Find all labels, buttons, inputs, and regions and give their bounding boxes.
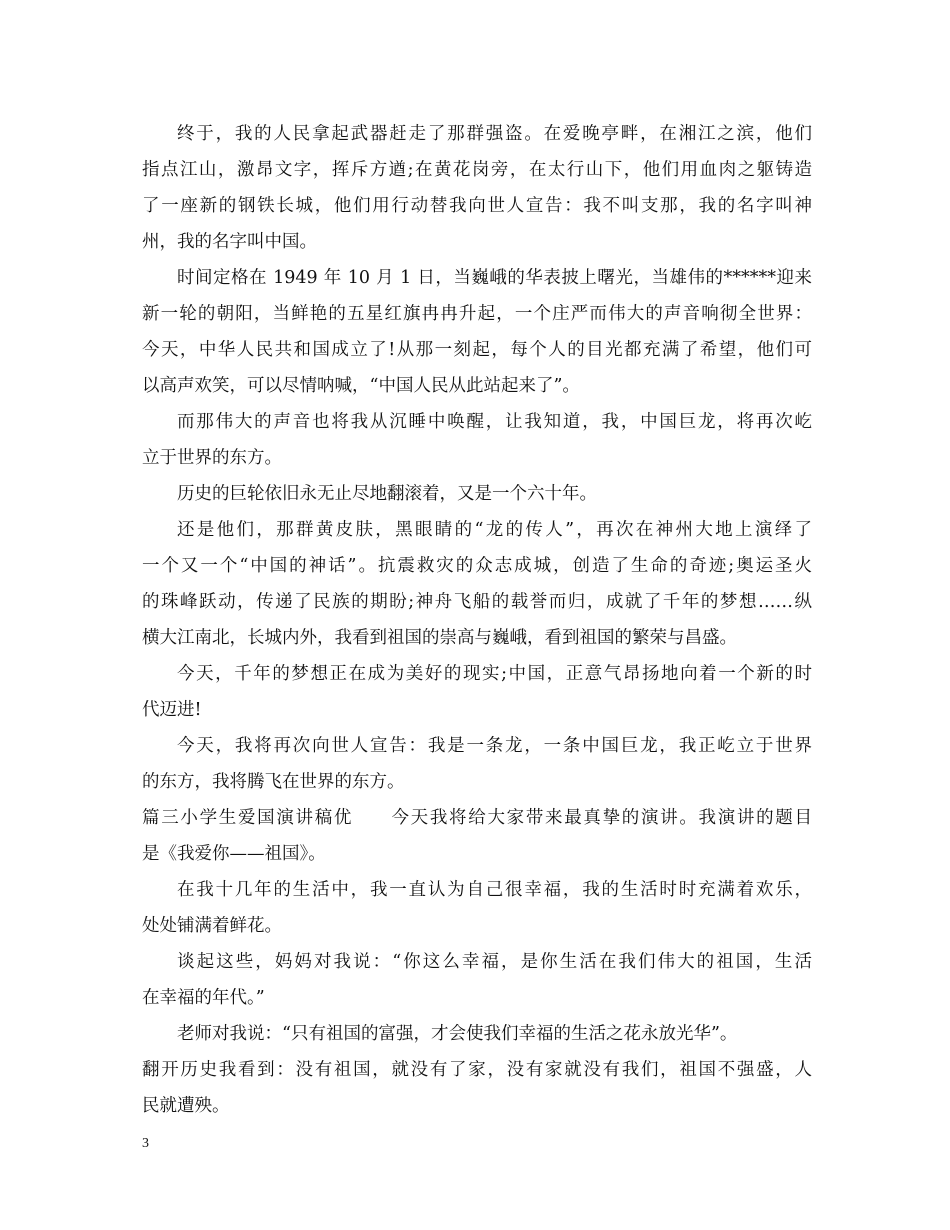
text-line: 而那伟大的声音也将我从沉睡中唤醒，让我知道，我，中国巨龙，将再次屹 bbox=[177, 412, 812, 432]
text-line: 的珠峰跃动，传递了民族的期盼;神舟飞船的载誉而归，成就了千年的梦想……纵 bbox=[142, 592, 812, 612]
text-line: 翻开历史我看到：没有祖国，就没有了家，没有家就没有我们，祖国不强盛，人 bbox=[142, 1060, 812, 1080]
text-line: 时间定格在 1949 年 10 月 1 日，当巍峨的华表披上曙光，当雄伟的******迎来 bbox=[177, 268, 812, 288]
text-line: 立于世界的东方。 bbox=[142, 448, 282, 468]
text-line: 处处铺满着鲜花。 bbox=[142, 916, 282, 936]
text-line: 篇三小学生爱国演讲稿优 今天我将给大家带来最真挚的演讲。我演讲的题目 bbox=[142, 808, 812, 828]
text-line: 是《我爱你——祖国》。 bbox=[142, 844, 326, 864]
text-line: 一个又一个“中国的神话”。抗震救灾的众志成城，创造了生命的奇迹;奥运圣火 bbox=[142, 556, 812, 576]
text-line: 还是他们，那群黄皮肤，黑眼睛的“龙的传人”，再次在神州大地上演绎了 bbox=[177, 520, 812, 540]
text-line: 谈起这些，妈妈对我说：“你这么幸福，是你生活在我们伟大的祖国，生活 bbox=[177, 952, 812, 972]
text-line: 在我十几年的生活中，我一直认为自己很幸福，我的生活时时充满着欢乐， bbox=[177, 880, 812, 900]
text-line: 历史的巨轮依旧永无止尽地翻滚着，又是一个六十年。 bbox=[177, 484, 597, 504]
text-line: 横大江南北，长城内外，我看到祖国的崇高与巍峨，看到祖国的繁荣与昌盛。 bbox=[142, 628, 737, 648]
page-number: 3 bbox=[142, 1136, 149, 1151]
text-line: 了一座新的钢铁长城，他们用行动替我向世人宣告：我不叫支那，我的名字叫神 bbox=[142, 196, 812, 216]
text-line: 指点江山，激昂文字，挥斥方遒;在黄花岗旁，在太行山下，他们用血肉之躯铸造 bbox=[142, 160, 812, 180]
text-line: 在幸福的年代。” bbox=[142, 988, 265, 1008]
text-line: 新一轮的朝阳，当鲜艳的五星红旗冉冉升起，一个庄严而伟大的声音响彻全世界： bbox=[142, 304, 812, 324]
text-line: 代迈进! bbox=[142, 700, 202, 720]
text-line: 今天，我将再次向世人宣告：我是一条龙，一条中国巨龙，我正屹立于世界 bbox=[177, 736, 812, 756]
text-line: 终于，我的人民拿起武器赶走了那群强盗。在爱晚亭畔，在湘江之滨，他们 bbox=[177, 124, 812, 144]
text-line: 以高声欢笑，可以尽情呐喊，“中国人民从此站起来了”。 bbox=[142, 376, 580, 396]
text-line: 今天，千年的梦想正在成为美好的现实;中国，正意气昂扬地向着一个新的时 bbox=[177, 664, 812, 684]
text-line: 的东方，我将腾飞在世界的东方。 bbox=[142, 772, 405, 792]
text-line: 州，我的名字叫中国。 bbox=[142, 232, 317, 252]
text-line: 今天，中华人民共和国成立了!从那一刻起，每个人的目光都充满了希望，他们可 bbox=[142, 340, 812, 360]
document-body bbox=[142, 116, 812, 1124]
text-line: 民就遭殃。 bbox=[142, 1096, 230, 1116]
text-line: 老师对我说：“只有祖国的富强，才会使我们幸福的生活之花永放光华”。 bbox=[177, 1024, 738, 1044]
